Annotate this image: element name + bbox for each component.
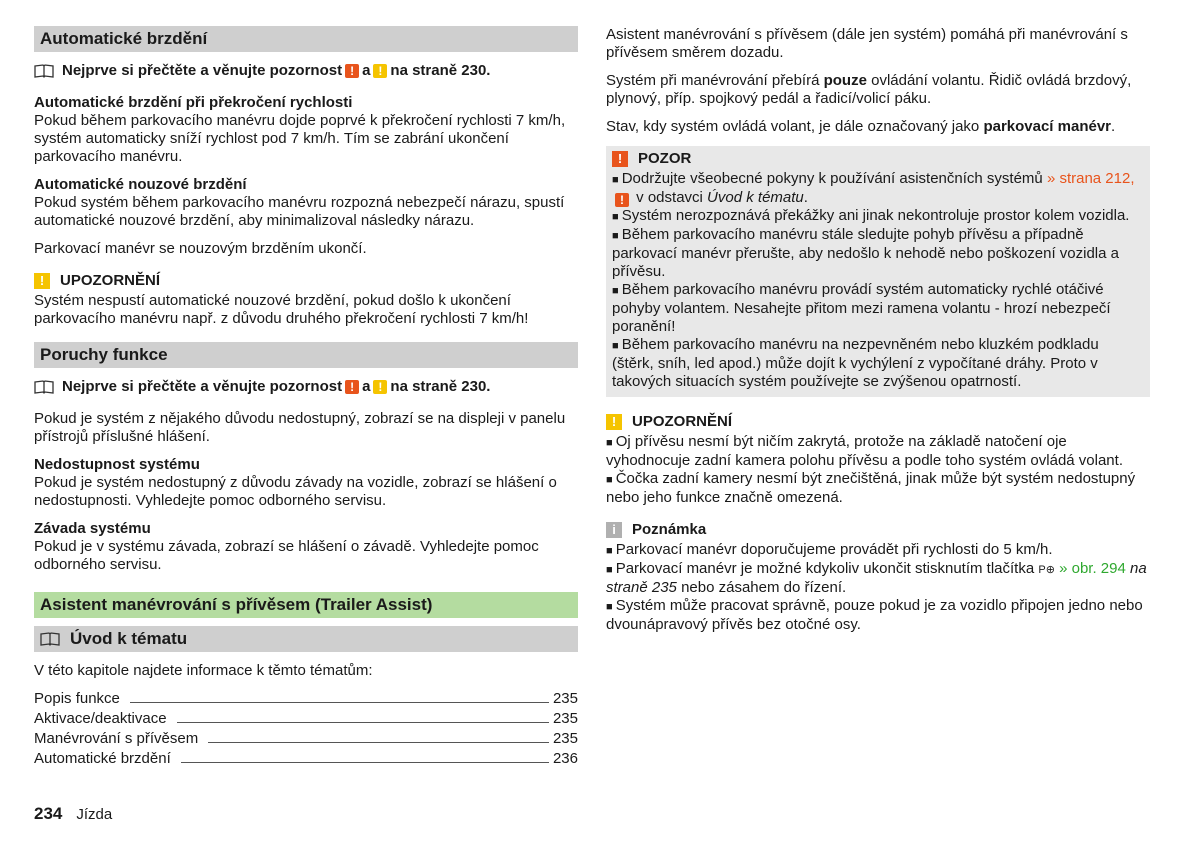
exclamation-yellow-icon: ! [34,273,50,289]
text-run: Dodržujte všeobecné pokyny k používání asistenčních systémů [621,170,1043,187]
book-icon [34,380,54,394]
toc-leader [130,702,549,703]
paragraph-block [34,176,578,230]
text-run: ovládání volantu. Řidič ovládá brzdový, plynový, příp. spojkový pedál a řadicí/volicí páku. [606,72,1132,107]
page-link[interactable]: » strana 212, [1046,170,1135,187]
book-icon [40,632,60,646]
note-list [606,541,1150,634]
paragraph-block [34,456,578,510]
paragraph: Pokud je systém nedostupný z důvodu závady na vozidle, zobrazí se hlášení o nedostupnosti. Vyhledejte pomoc odborného servisu. [34,474,557,509]
topic-intro-heading [34,626,578,652]
left-column [34,26,578,768]
caution-title: UPOZORNĚNÍ [632,413,733,430]
exclamation-red-icon: ! [615,193,629,207]
danger-title: POZOR [638,150,692,167]
toc-entry[interactable] [34,688,578,708]
caution-heading [34,272,578,290]
danger-box [606,146,1150,397]
page-number: 234 [34,804,63,823]
list-item: ■ Během parkovacího manévru na nezpevněném nebo kluzkém podkladu (štěrk, sníh, led apod.) může dojít k vychýlení z vypočítané dráhy. Proto v takových situacích systém používejte se zvýšenou opatrností. [612,336,1144,391]
caution-text: Systém nespustí automatické nouzové brzdění, pokud došlo k ukončení parkovacího manévru např. z důvodu druhého překročení rychlosti 7 km/h! [34,292,529,327]
section-heading-malfunctions: Poruchy funkce [34,342,578,368]
toc-page: 235 [552,690,578,707]
paragraph: Asistent manévrování s přívěsem (dále jen systém) pomáhá při manévrování s přívěsem směrem dozadu. [606,26,1128,61]
list-item: ■ Systém může pracovat správně, pouze pokud je za vozidlo připojen jedno nebo dvounápravový přívěs bez otočné osy. [606,597,1150,634]
toc-page: 236 [552,750,578,767]
caution-list [606,433,1150,507]
toc-leader [208,742,549,743]
note-title: Poznámka [632,521,707,538]
reference-and: a [362,62,371,79]
exclamation-yellow-icon: ! [373,64,387,78]
danger-heading [612,150,1144,168]
toc-leader [177,722,549,723]
list-item: ■ Během parkovacího manévru stále sledujte pohyb přívěsu a případně parkovací manévr přerušte, aby nedošlo k nehodě nebo poškození vozidla a přívěsu. [612,226,1144,281]
danger-list [612,170,1144,391]
info-icon: i [606,522,622,538]
exclamation-red-icon: ! [345,380,359,394]
paragraph [606,72,1150,108]
exclamation-yellow-icon: ! [606,414,622,430]
toc-label: Popis funkce [34,690,120,707]
text-run: . [803,189,808,206]
right-column [606,26,1150,634]
section-heading-automatic-braking: Automatické brzdění [34,26,578,52]
toc-leader [181,762,549,763]
book-icon [34,64,54,78]
bold-run: parkovací manévr [983,118,1112,135]
subheading: Závada systému [34,520,151,537]
list-item [612,170,1144,207]
reference-text: Nejprve si přečtěte a věnujte pozornost [62,62,343,79]
toc-entry[interactable] [34,728,578,748]
text-run: Stav, kdy systém ovládá volant, je dále označovaný jako [606,118,984,135]
list-item: ■ Systém nerozpoznává překážky ani jinak nekontroluje prostor kolem vozidla. [612,207,1144,226]
caution-title: UPOZORNĚNÍ [60,272,161,289]
italic-run: na straně 235 [606,560,1147,596]
paragraph: V této kapitole najdete informace k těmto tématům: [34,662,373,679]
toc-entry[interactable] [34,748,578,768]
read-first-reference [34,378,578,396]
reference-page: na straně 230. [390,378,491,395]
reference-page: na straně 230. [390,62,491,79]
toc-label: Manévrování s přívěsem [34,730,199,747]
text-run: . [1111,118,1116,135]
read-first-reference [34,62,578,80]
paragraph: Pokud během parkovacího manévru dojde poprvé k překročení rychlosti 7 km/h, systém automaticky sníží rychlost pod 7 km/h. Tím se zabrání ukončení parkovacího manévru. [34,112,566,165]
park-assist-button-icon: P⊕ [1038,564,1055,576]
paragraph: Pokud systém během parkovacího manévru rozpozná nebezpečí nárazu, spustí automatické nouzové brzdění, aby minimalizoval následky nárazu. [34,194,565,229]
paragraph: Pokud je v systému závada, zobrazí se hlášení o závadě. Vyhledejte pomoc odborného servisu. [34,538,539,573]
exclamation-red-icon: ! [345,64,359,78]
paragraph [606,118,1150,136]
subheading: Automatické nouzové brzdění [34,176,247,193]
toc-page: 235 [552,730,578,747]
exclamation-yellow-icon: ! [373,380,387,394]
paragraph-block [34,94,578,166]
caution-heading [606,413,1150,431]
exclamation-red-icon: ! [612,151,628,167]
list-item: ■ Během parkovacího manévru provádí systém automaticky rychlé otáčivé pohyby volantem. Nesahejte přitom mezi ramena volantu - hrozí nebezpečí poranění! [612,281,1144,336]
toc-entry[interactable] [34,708,578,728]
reference-text: Nejprve si přečtěte a věnujte pozornost [62,378,343,395]
list-item: ■ Čočka zadní kamery nesmí být znečištěná, jinak může být systém nedostupný nebo jeho funkce značně omezená. [606,470,1150,507]
paragraph: Parkovací manévr se nouzovým brzděním ukončí. [34,240,367,257]
paragraph-block [34,520,578,574]
bold-run: pouze [823,72,867,89]
text-run: Parkovací manévr je možné kdykoliv ukončit stisknutím tlačítka [615,560,1035,577]
table-of-contents [34,688,578,768]
text-run: v odstavci [636,189,703,206]
reference-and: a [362,378,371,395]
chapter-name: Jízda [76,806,113,823]
toc-label: Aktivace/deaktivace [34,710,167,727]
subheading: Automatické brzdění při překročení rychlosti [34,94,353,111]
page-footer [34,805,112,824]
toc-page: 235 [552,710,578,727]
list-item: ■ Parkovací manévr doporučujeme provádět při rychlosti do 5 km/h. [606,541,1150,560]
chapter-heading-trailer-assist: Asistent manévrování s přívěsem (Trailer Assist) [34,592,578,618]
italic-run: Úvod k tématu [707,189,804,206]
list-item [606,560,1150,597]
figure-link[interactable]: » obr. 294 [1059,560,1126,577]
topic-intro-title: Úvod k tématu [70,629,188,648]
text-run: nebo zásahem do řízení. [681,579,847,596]
note-heading [606,521,1150,539]
paragraph: Pokud je systém z nějakého důvodu nedostupný, zobrazí se na displeji v panelu přístrojů příslušné hlášení. [34,410,566,445]
subheading: Nedostupnost systému [34,456,200,473]
toc-label: Automatické brzdění [34,750,171,767]
list-item: ■ Oj přívěsu nesmí být ničím zakrytá, protože na základě natočení oje vyhodnocuje zadní kamera polohu přívěsu a podle toho systém ovládá volant. [606,433,1150,470]
text-run: Systém při manévrování přebírá [606,72,824,89]
